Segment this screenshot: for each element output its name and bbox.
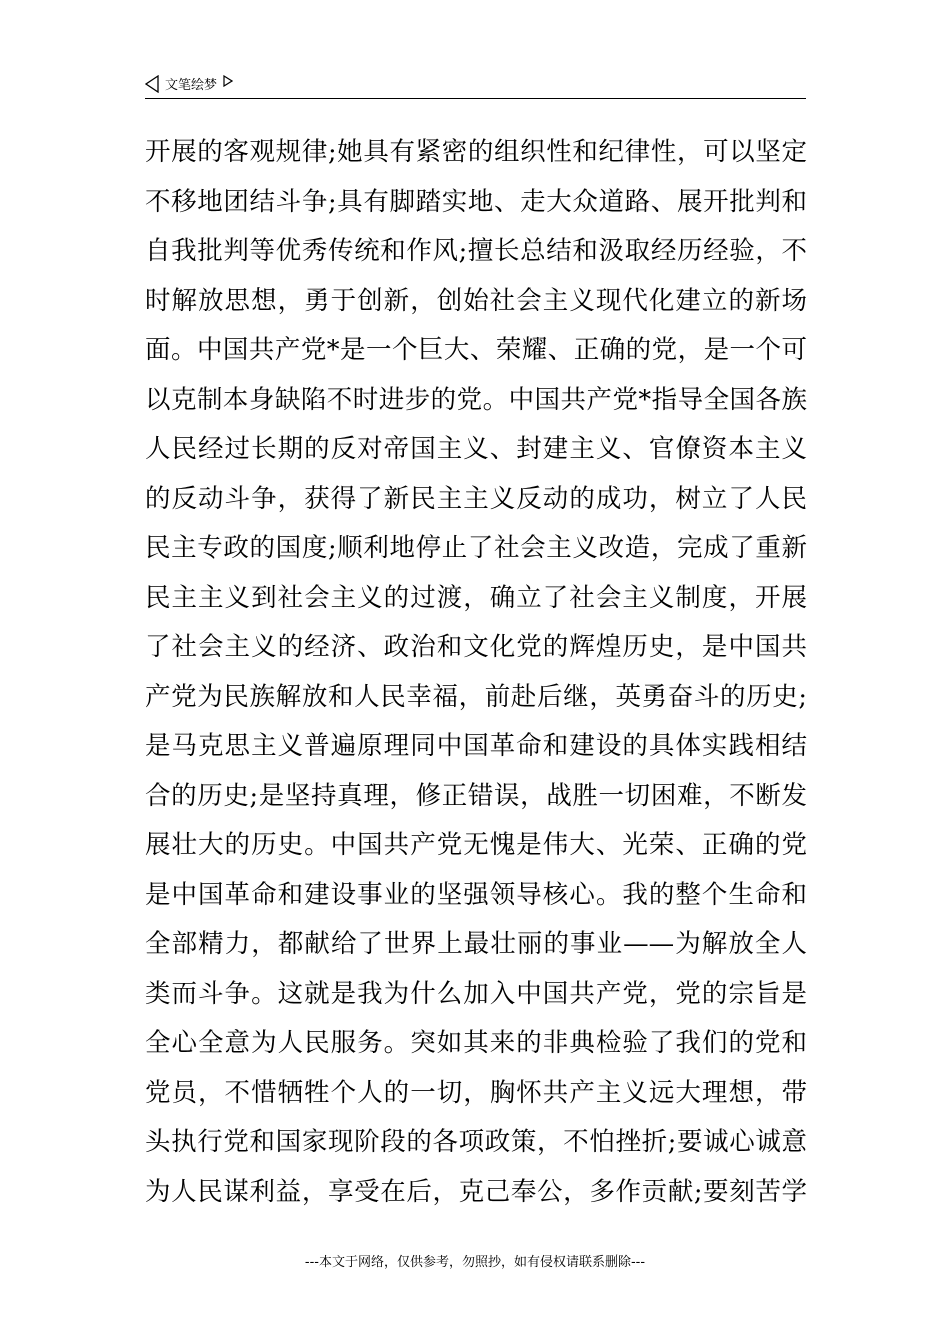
page-footer: ---本文于网络，仅供参考，勿照抄，如有侵权请联系删除--- bbox=[304, 1255, 646, 1270]
text-line: 是马克思主义普遍原理同中国革命和建设的具体实践相结 bbox=[145, 731, 807, 761]
text-line: 全心全意为人民服务。突如其来的非典检验了我们的党和 bbox=[145, 1028, 807, 1058]
text-line: 类而斗争。这就是我为什么加入中国共产党，党的宗旨是 bbox=[145, 978, 807, 1009]
text-line: 面。中国共产党*是一个巨大、荣耀、正确的党，是一个可 bbox=[145, 335, 807, 365]
text-line: 以克制本身缺陷不时进步的党。中国共产党*指导全国各族 bbox=[145, 384, 807, 415]
text-line: 产党为民族解放和人民幸福，前赴后继，英勇奋斗的历史; bbox=[145, 681, 807, 712]
header-title: 文笔绘梦 bbox=[165, 78, 218, 93]
triangle-right-icon bbox=[223, 75, 233, 87]
text-line: 的反动斗争，获得了新民主主义反动的成功，树立了人民 bbox=[145, 483, 807, 514]
triangle-left-icon bbox=[145, 75, 159, 93]
text-line: 民主专政的国度;顺利地停止了社会主义改造，完成了重新 bbox=[145, 533, 807, 563]
header-brand bbox=[145, 74, 233, 93]
text-line: 人民经过长期的反对帝国主义、封建主义、官僚资本主义 bbox=[145, 434, 807, 464]
text-line: 了社会主义的经济、政治和文化党的辉煌历史，是中国共 bbox=[145, 632, 807, 662]
text-line: 自我批判等优秀传统和作风;擅长总结和汲取经历经验，不 bbox=[145, 236, 807, 266]
text-line: 开展的客观规律;她具有紧密的组织性和纪律性，可以坚定 bbox=[145, 137, 807, 167]
text-line: 头执行党和国家现阶段的各项政策，不怕挫折;要诚心诚意 bbox=[145, 1127, 807, 1157]
text-line: 展壮大的历史。中国共产党无愧是伟大、光荣、正确的党 bbox=[145, 830, 807, 860]
text-line: 不移地团结斗争;具有脚踏实地、走大众道路、展开批判和 bbox=[145, 186, 807, 217]
page-header bbox=[145, 72, 806, 99]
text-line: 合的历史;是坚持真理，修正错误，战胜一切困难，不断发 bbox=[145, 780, 807, 811]
text-line: 是中国革命和建设事业的坚强领导核心。我的整个生命和 bbox=[145, 879, 807, 910]
text-line: 时解放思想，勇于创新，创始社会主义现代化建立的新场 bbox=[145, 285, 807, 316]
text-line: 民主主义到社会主义的过渡，确立了社会主义制度，开展 bbox=[145, 582, 807, 613]
text-line: 全部精力，都献给了世界上最壮丽的事业——为解放全人 bbox=[145, 929, 807, 959]
text-line: 为人民谋利益，享受在后，克己奉公，多作贡献;要刻苦学 bbox=[145, 1176, 807, 1207]
document-body bbox=[145, 128, 807, 1217]
text-line: 党员，不惜牺牲个人的一切，胸怀共产主义远大理想，带 bbox=[145, 1077, 807, 1108]
